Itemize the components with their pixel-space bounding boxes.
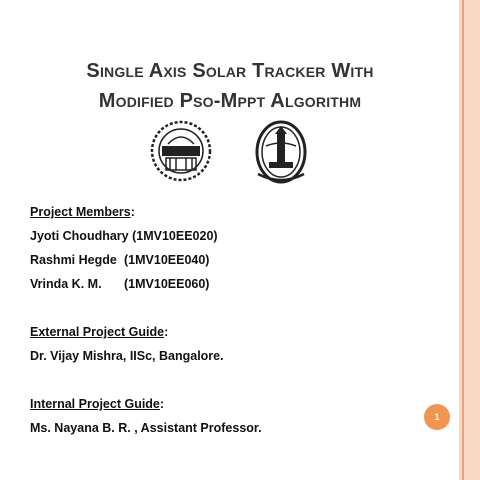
project-members-label: Project Members [30, 205, 131, 219]
external-guide-heading [30, 325, 168, 339]
member-name: Rashmi Hegde [30, 253, 117, 267]
heading-colon: : [159, 397, 165, 411]
iisc-emblem-icon [250, 118, 312, 190]
sir-m-visvesvaraya-institute-logo-icon [150, 120, 212, 182]
member-row [30, 229, 218, 243]
title-line-2: Modified Pso-Mppt Algorithm [98, 90, 362, 112]
page-number-badge: 1 [424, 404, 450, 430]
external-guide-label: External Project Guide [30, 325, 165, 339]
heading-colon: : [130, 205, 135, 219]
member-row [30, 253, 209, 267]
heading-colon: : [164, 325, 169, 339]
member-row [30, 277, 209, 291]
project-members-heading [30, 205, 135, 219]
internal-guide-value: Ms. Nayana B. R. , Assistant Professor. [30, 421, 262, 435]
member-id: (1MV10EE020) [132, 229, 218, 243]
member-name: Jyoti Choudhary [30, 229, 129, 243]
internal-guide-label: Internal Project Guide [30, 397, 160, 411]
title-line-1: Single Axis Solar Tracker With [86, 60, 374, 82]
slide-title [20, 56, 440, 116]
member-id: (1MV10EE060) [124, 277, 210, 291]
internal-guide-heading [30, 397, 164, 411]
external-guide-value: Dr. Vijay Mishra, IISc, Bangalore. [30, 349, 224, 363]
right-decorative-line [462, 0, 464, 480]
member-name: Vrinda K. M. [30, 277, 102, 291]
member-id: (1MV10EE040) [124, 253, 210, 267]
